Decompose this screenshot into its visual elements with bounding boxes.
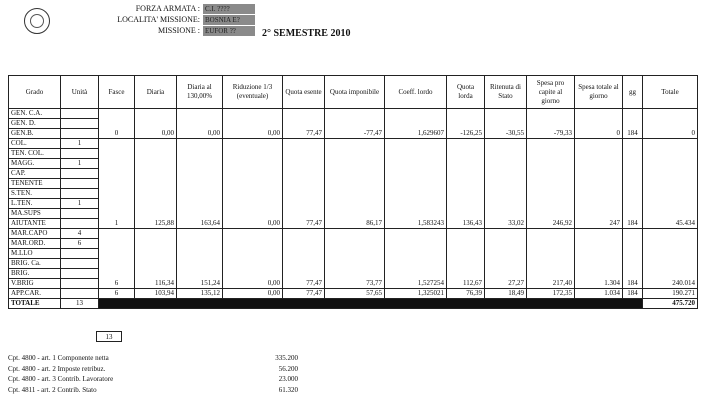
grade-cell: M.LLO xyxy=(9,249,61,259)
fascia-cell: 1 xyxy=(99,139,135,229)
grade-cell: BRIG. Ca. xyxy=(9,259,61,269)
field-label: LOCALITA' MISSIONE: xyxy=(117,15,200,24)
column-header: Grado xyxy=(9,76,61,109)
unit-count-cell xyxy=(61,279,99,289)
field-value-redacted: EUFOR ?? xyxy=(203,26,255,36)
diaria-cell: 103,94 xyxy=(135,289,177,299)
coeff-lordo-cell: 1,629607 xyxy=(385,109,447,139)
riduzione-cell: 0,00 xyxy=(223,109,283,139)
unit-count-cell xyxy=(61,179,99,189)
column-header: Diaria al 130,00% xyxy=(177,76,223,109)
totale-cell: 190.271 xyxy=(643,289,698,299)
table-row xyxy=(9,109,698,119)
column-header: Spesa pro capite al giorno xyxy=(527,76,575,109)
fascia-cell: 6 xyxy=(99,289,135,299)
document-header xyxy=(0,0,701,60)
table-row xyxy=(9,289,698,299)
spesa-totale-giorno-cell: 0 xyxy=(575,109,623,139)
grade-cell: CAP. xyxy=(9,169,61,179)
diaria-cell: 125,88 xyxy=(135,139,177,229)
giorni-cell: 184 xyxy=(623,289,643,299)
grade-cell: MA.SUPS xyxy=(9,209,61,219)
field-label: FORZA ARMATA : xyxy=(135,4,200,13)
diaria-130-cell: 135,12 xyxy=(177,289,223,299)
riduzione-cell: 0,00 xyxy=(223,229,283,289)
column-header: gg xyxy=(623,76,643,109)
grade-cell: TENENTE xyxy=(9,179,61,189)
giorni-cell: 184 xyxy=(623,109,643,139)
column-header: Ritenuta di Stato xyxy=(485,76,527,109)
diaria-cell: 116,34 xyxy=(135,229,177,289)
document-title: 2° SEMESTRE 2010 xyxy=(262,28,351,39)
budget-value: 56.200 xyxy=(278,364,298,373)
ritenuta-cell: 27,27 xyxy=(485,229,527,289)
table-row xyxy=(9,229,698,239)
spesa-pro-capite-cell: 172,35 xyxy=(527,289,575,299)
quota-imponibile-cell: 73,77 xyxy=(325,229,385,289)
column-header: Coeff. lordo xyxy=(385,76,447,109)
spesa-pro-capite-cell: -79,33 xyxy=(527,109,575,139)
totale-cell: 0 xyxy=(643,109,698,139)
diaria-130-cell: 163,64 xyxy=(177,139,223,229)
budget-label: Cpt. 4811 - art. 2 Contrib. Stato xyxy=(8,385,97,394)
fascia-cell: 6 xyxy=(99,229,135,289)
spesa-pro-capite-cell: 246,92 xyxy=(527,139,575,229)
diaria-130-cell: 0,00 xyxy=(177,109,223,139)
budget-value: 23.000 xyxy=(278,375,298,383)
quota-esente-cell: 77,47 xyxy=(283,109,325,139)
column-header: Unità xyxy=(61,76,99,109)
budget-value: 335.200 xyxy=(275,354,298,362)
riduzione-cell: 0,00 xyxy=(223,139,283,229)
quota-lorda-cell: 112,67 xyxy=(447,229,485,289)
unit-count-cell xyxy=(61,129,99,139)
total-row xyxy=(9,299,698,309)
riduzione-cell: 0,00 xyxy=(223,289,283,299)
unit-count-cell xyxy=(61,109,99,119)
column-header: Fasce xyxy=(99,76,135,109)
spesa-totale-giorno-cell: 247 xyxy=(575,139,623,229)
diaria-130-cell: 151,24 xyxy=(177,229,223,289)
grade-cell: MAR.CAPO xyxy=(9,229,61,239)
table-row xyxy=(9,139,698,149)
quota-lorda-cell: 76,39 xyxy=(447,289,485,299)
budget-label: Cpt. 4800 - art. 1 Componente netta xyxy=(8,354,109,362)
unit-count-cell: 4 xyxy=(61,229,99,239)
quota-imponibile-cell: 86,17 xyxy=(325,139,385,229)
quota-esente-cell: 77,47 xyxy=(283,229,325,289)
quota-lorda-cell: -126,25 xyxy=(447,109,485,139)
column-header: Quota esente xyxy=(283,76,325,109)
grade-cell: MAGG. xyxy=(9,159,61,169)
unit-count-cell: 1 xyxy=(61,199,99,209)
grade-cell: AIUTANTE xyxy=(9,219,61,229)
coeff-lordo-cell: 1,527254 xyxy=(385,229,447,289)
allowance-table xyxy=(8,75,698,309)
quota-esente-cell: 77,47 xyxy=(283,139,325,229)
grade-cell: MAR.ORD. xyxy=(9,239,61,249)
total-units-box: 13 xyxy=(96,331,122,342)
unit-count-cell xyxy=(61,169,99,179)
table-header-row xyxy=(9,76,698,109)
quota-lorda-cell: 136,43 xyxy=(447,139,485,229)
field-value-redacted: BOSNIA E? xyxy=(203,15,255,25)
quota-imponibile-cell: -77,47 xyxy=(325,109,385,139)
column-header: Riduzione 1/3 (eventuale) xyxy=(223,76,283,109)
unit-count-cell: 1 xyxy=(61,139,99,149)
grade-cell: S.TEN. xyxy=(9,189,61,199)
budget-value: 61.320 xyxy=(278,385,298,394)
giorni-cell: 184 xyxy=(623,139,643,229)
totale-cell: 45.434 xyxy=(643,139,698,229)
coeff-lordo-cell: 1,583243 xyxy=(385,139,447,229)
ritenuta-cell: 33,02 xyxy=(485,139,527,229)
budget-line xyxy=(8,364,308,375)
unit-count-cell xyxy=(61,219,99,229)
redacted-bar xyxy=(99,299,643,309)
grade-cell: BRIG. xyxy=(9,269,61,279)
unit-count-cell: 6 xyxy=(61,239,99,249)
budget-line xyxy=(8,374,308,385)
fascia-cell: 0 xyxy=(99,109,135,139)
total-units-cell: 13 xyxy=(61,299,99,309)
unit-count-cell: 1 xyxy=(61,159,99,169)
spesa-totale-giorno-cell: 1.304 xyxy=(575,229,623,289)
budget-line xyxy=(8,385,308,396)
diaria-cell: 0,00 xyxy=(135,109,177,139)
budget-label: Cpt. 4800 - art. 2 Imposte retribuz. xyxy=(8,364,106,373)
seal-icon xyxy=(24,8,50,34)
unit-count-cell xyxy=(61,259,99,269)
unit-count-cell xyxy=(61,289,99,299)
budget-label: Cpt. 4800 - art. 3 Contrib. Lavoratore xyxy=(8,375,114,383)
grade-cell: GEN. D. xyxy=(9,119,61,129)
spesa-totale-giorno-cell: 1.034 xyxy=(575,289,623,299)
grade-cell: APP.CAR. xyxy=(9,289,61,299)
unit-count-cell xyxy=(61,249,99,259)
quota-imponibile-cell: 57,65 xyxy=(325,289,385,299)
unit-count-cell xyxy=(61,209,99,219)
budget-line xyxy=(8,353,308,364)
budget-summary xyxy=(8,353,308,395)
column-header: Quota imponibile xyxy=(325,76,385,109)
unit-count-cell xyxy=(61,189,99,199)
total-label: TOTALE xyxy=(9,299,61,309)
column-header: Quota lorda xyxy=(447,76,485,109)
totale-cell: 240.014 xyxy=(643,229,698,289)
grand-total-cell: 475.720 xyxy=(643,299,698,309)
column-header: Totale xyxy=(643,76,698,109)
grade-cell: L.TEN. xyxy=(9,199,61,209)
column-header: Spesa totale al giorno xyxy=(575,76,623,109)
unit-count-cell xyxy=(61,149,99,159)
spesa-pro-capite-cell: 217,40 xyxy=(527,229,575,289)
coeff-lordo-cell: 1,325021 xyxy=(385,289,447,299)
grade-cell: GEN.B. xyxy=(9,129,61,139)
giorni-cell: 184 xyxy=(623,229,643,289)
grade-cell: V.BRIG xyxy=(9,279,61,289)
grade-cell: GEN. C.A. xyxy=(9,109,61,119)
unit-count-cell xyxy=(61,119,99,129)
grade-cell: TEN. COL. xyxy=(9,149,61,159)
field-label: MISSIONE : xyxy=(157,26,200,35)
field-value-redacted: C.I. ???? xyxy=(203,4,255,14)
ritenuta-cell: 18,49 xyxy=(485,289,527,299)
ritenuta-cell: -30,55 xyxy=(485,109,527,139)
column-header: Diaria xyxy=(135,76,177,109)
quota-esente-cell: 77,47 xyxy=(283,289,325,299)
grade-cell: COL. xyxy=(9,139,61,149)
unit-count-cell xyxy=(61,269,99,279)
